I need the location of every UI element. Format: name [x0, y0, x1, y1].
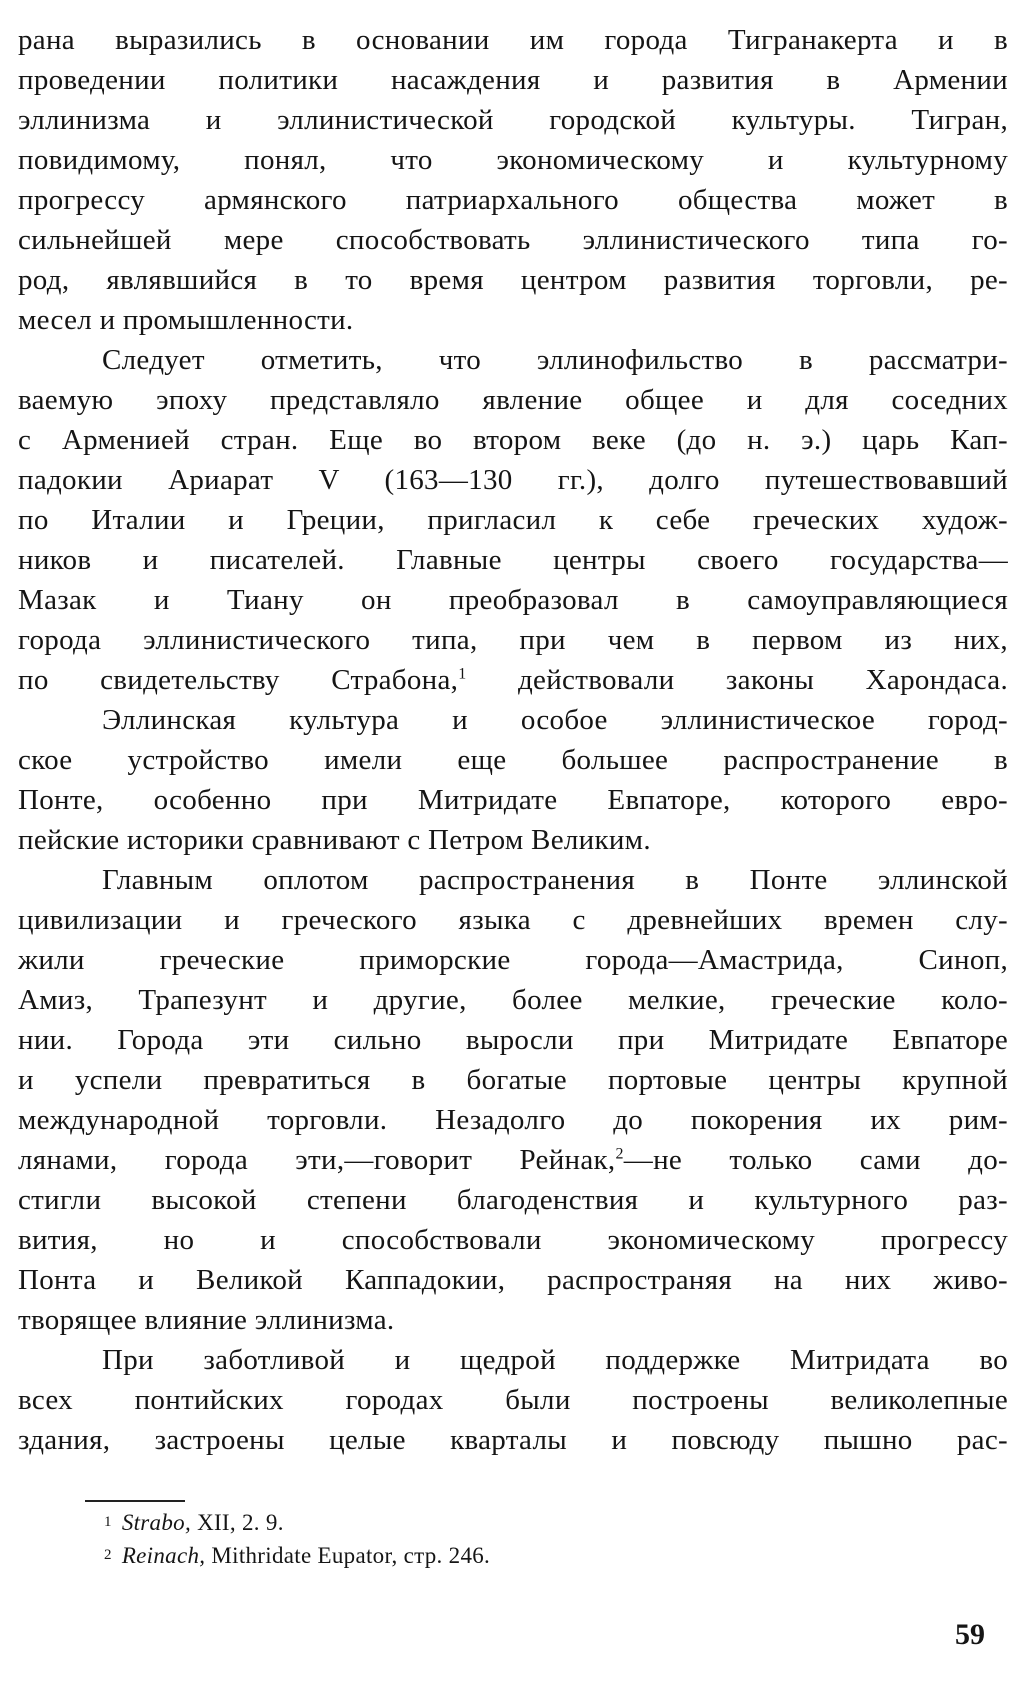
- footnote-ref[interactable]: 1: [458, 665, 467, 683]
- text-line: всех понтийских городах были построены великолепные: [18, 1384, 1008, 1416]
- footnote-text: Mithridate Eupator, стр. 246.: [205, 1543, 491, 1568]
- text-line: ников и писателей. Главные центры своего государства—: [18, 544, 1008, 576]
- text-line: род, являвшийся в то время центром развития торговли, ре-: [18, 264, 1008, 296]
- text-line: нии. Города эти сильно выросли при Митридате Евпаторе: [18, 1024, 1008, 1056]
- footnote-1: [104, 1506, 984, 1539]
- line-part: —не только сами до-: [623, 1144, 1008, 1176]
- text-line: сильнейшей мере способствовать эллинистического типа го-: [18, 224, 1008, 256]
- line-part: действовали законы Харондаса.: [466, 664, 1008, 696]
- line-part: по свидетельству Страбона,: [18, 664, 459, 696]
- text-line: Эллинская культура и особое эллинистическое город-: [102, 704, 1008, 736]
- text-line: вития, но и способствовали экономическому прогрессу: [18, 1224, 1008, 1256]
- text-line: Главным оплотом распространения в Понте эллинской: [102, 864, 1008, 896]
- text-line: прогрессу армянского патриархального общества может в: [18, 184, 1008, 216]
- line-part: лянами, города эти,—говорит Рейнак,: [18, 1144, 616, 1176]
- text-line: с Арменией стран. Еще во втором веке (до н. э.) царь Кап-: [18, 424, 1008, 456]
- footnote-author: Strabo,: [121, 1510, 192, 1535]
- text-line: проведении политики насаждения и развития в Армении: [18, 64, 1008, 96]
- main-text: [18, 20, 1008, 1460]
- text-line: международной торговли. Незадолго до покорения их рим-: [18, 1104, 1008, 1136]
- text-line: месел и промышленности.: [18, 304, 354, 336]
- text-line: падокии Ариарат V (163—130 гг.), долго путешествовавший: [18, 464, 1008, 496]
- footnote-text: XII, 2. 9.: [191, 1510, 284, 1535]
- text-line: ваемую эпоху представляло явление общее и для соседних: [18, 384, 1008, 416]
- text-line: стигли высокой степени благоденствия и культурного раз-: [18, 1184, 1008, 1216]
- text-line: Понте, особенно при Митридате Евпаторе, которого евро-: [18, 784, 1008, 816]
- text-line: цивилизации и греческого языка с древнейших времен слу-: [18, 904, 1008, 936]
- text-line: Следует отметить, что эллинофильство в рассматри-: [102, 344, 1008, 376]
- text-line: При заботливой и щедрой поддержке Митридата во: [102, 1344, 1008, 1376]
- footnote-number: 2: [104, 1547, 112, 1563]
- page-number: 59: [955, 1618, 985, 1651]
- text-line: Понта и Великой Каппадокии, распространяя на них живо-: [18, 1264, 1008, 1296]
- footnote-ref[interactable]: 2: [615, 1145, 624, 1163]
- footnote-number: 1: [104, 1514, 112, 1530]
- footnote-author: Reinach,: [121, 1543, 206, 1568]
- text-line: и успели превратиться в богатые портовые центры крупной: [18, 1064, 1008, 1096]
- text-line: эллинизма и эллинистической городской культуры. Тигран,: [18, 104, 1008, 136]
- text-line: Мазак и Тиану он преобразовал в самоуправляющиеся: [18, 584, 1008, 616]
- text-line-with-footnote: [18, 660, 1008, 700]
- text-line: Амиз, Трапезунт и другие, более мелкие, греческие коло-: [18, 984, 1008, 1016]
- text-line: города эллинистического типа, при чем в первом из них,: [18, 624, 1008, 656]
- footnote-divider: [85, 1500, 185, 1502]
- text-line: пейские историки сравнивают с Петром Великим.: [18, 824, 651, 856]
- text-line: по Италии и Греции, пригласил к себе греческих худож-: [18, 504, 1008, 536]
- footnotes: [104, 1506, 984, 1572]
- text-line: ское устройство имели еще большее распространение в: [18, 744, 1008, 776]
- text-line: жили греческие приморские города—Амастрида, Синоп,: [18, 944, 1008, 976]
- text-line: здания, застроены целые кварталы и повсюду пышно рас-: [18, 1424, 1008, 1456]
- text-line: повидимому, понял, что экономическому и культурному: [18, 144, 1008, 176]
- text-line-with-footnote: [18, 1140, 1008, 1180]
- text-line: творящее влияние эллинизма.: [18, 1304, 395, 1336]
- text-line: рана выразились в основании им города Тигранакерта и в: [18, 24, 1008, 56]
- footnote-2: [104, 1539, 984, 1572]
